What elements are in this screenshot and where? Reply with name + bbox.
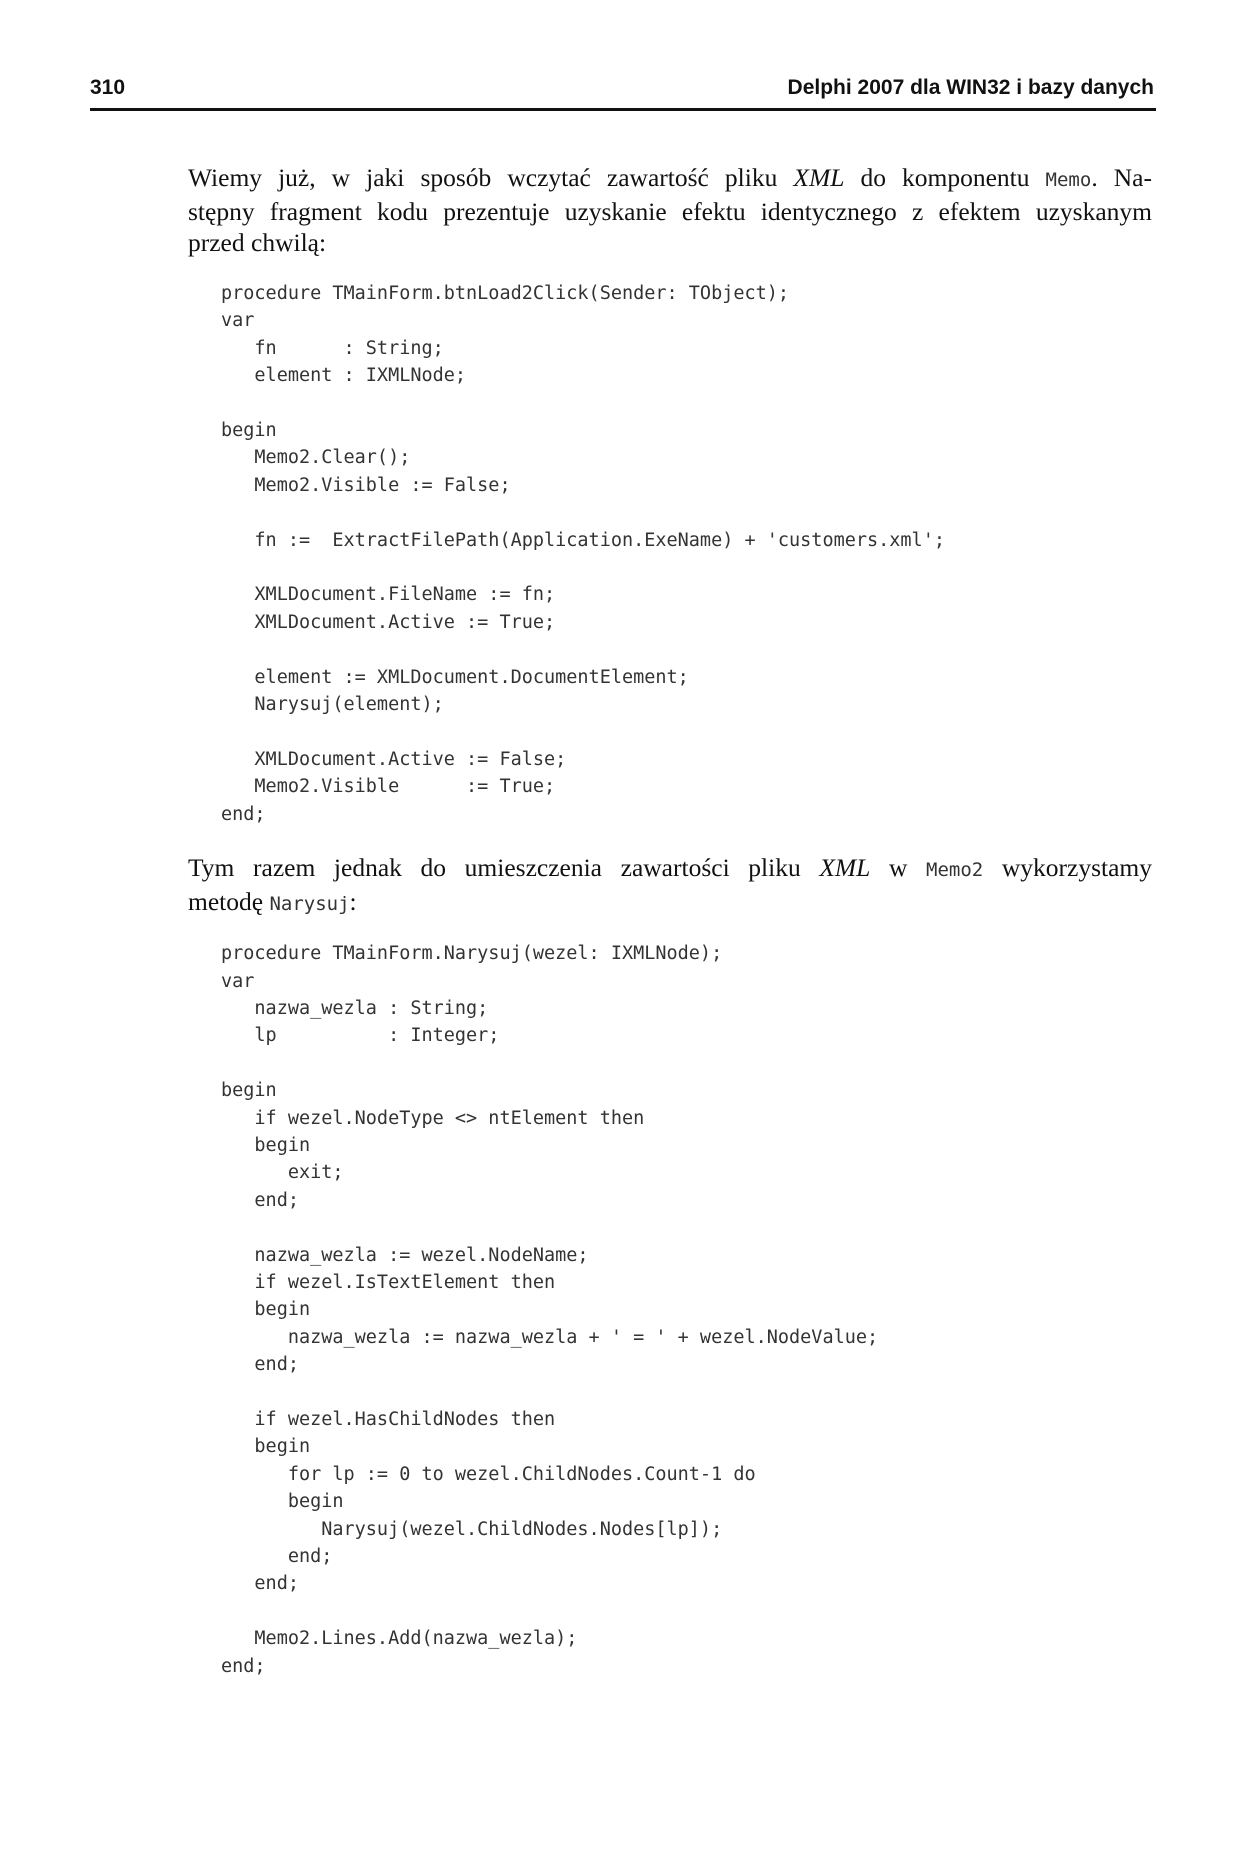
page-header — [90, 70, 1156, 111]
paragraph-line: Wiemy już, w jaki sposób wczytać zawartość pliku XML do komponentu Memo. Na- — [188, 163, 1152, 192]
narysuj-paragraph — [188, 852, 1152, 920]
page-number: 310 — [90, 76, 126, 99]
paragraph-line: Tym razem jednak do umieszczenia zawartości pliku XML w Memo2 wykorzystamy — [188, 853, 1153, 883]
book-title: Delphi 2007 dla WIN32 i bazy danych — [787, 76, 1154, 99]
paragraph-line: stępny fragment kodu prezentuje uzyskanie efektu identycznego z efektem uzyskanym — [188, 197, 1152, 226]
xml-term: XML — [793, 163, 845, 192]
page-content — [188, 162, 1152, 1680]
paragraph-line: metodę Narysuj: — [188, 887, 357, 917]
code-listing-btnload2click: procedure TMainForm.btnLoad2Click(Sender: TObject); var fn : String; element : IXMLNode; begin Memo2.Clear(); Memo2.Visible := False; fn := ExtractFilePath(Application.ExeName) + 'customers.xml'; XMLDocument.FileName := fn; XMLDocument.Active := True; element := XMLDocument.DocumentElement; Narysuj(element); XMLDocument.Active := False; Memo2.Visible := True; end; — [221, 283, 945, 825]
memo-code-term: Memo — [1045, 169, 1092, 191]
code-listing-narysuj: procedure TMainForm.Narysuj(wezel: IXMLNode); var nazwa_wezla : String; lp : Integer; begin if wezel.NodeType <> ntElement then begin exit; end; nazwa_wezla := wezel.NodeName; if wezel.IsTextElement then begin nazwa_wezla := nazwa_wezla + ' = ' + wezel.NodeValue; end; if wezel.HasChildNodes then begin for lp := 0 to wezel.ChildNodes.Count-1 do begin Narysuj(wezel.ChildNodes.Nodes[lp]); end; end; Memo2.Lines.Add(nazwa_wezla); end; — [221, 943, 879, 1677]
intro-paragraph — [188, 162, 1152, 258]
narysuj-code-term: Narysuj — [269, 893, 350, 916]
paragraph-line: przed chwilą: — [188, 228, 327, 257]
memo2-code-term: Memo2 — [926, 859, 984, 882]
xml-term: XML — [819, 853, 871, 883]
